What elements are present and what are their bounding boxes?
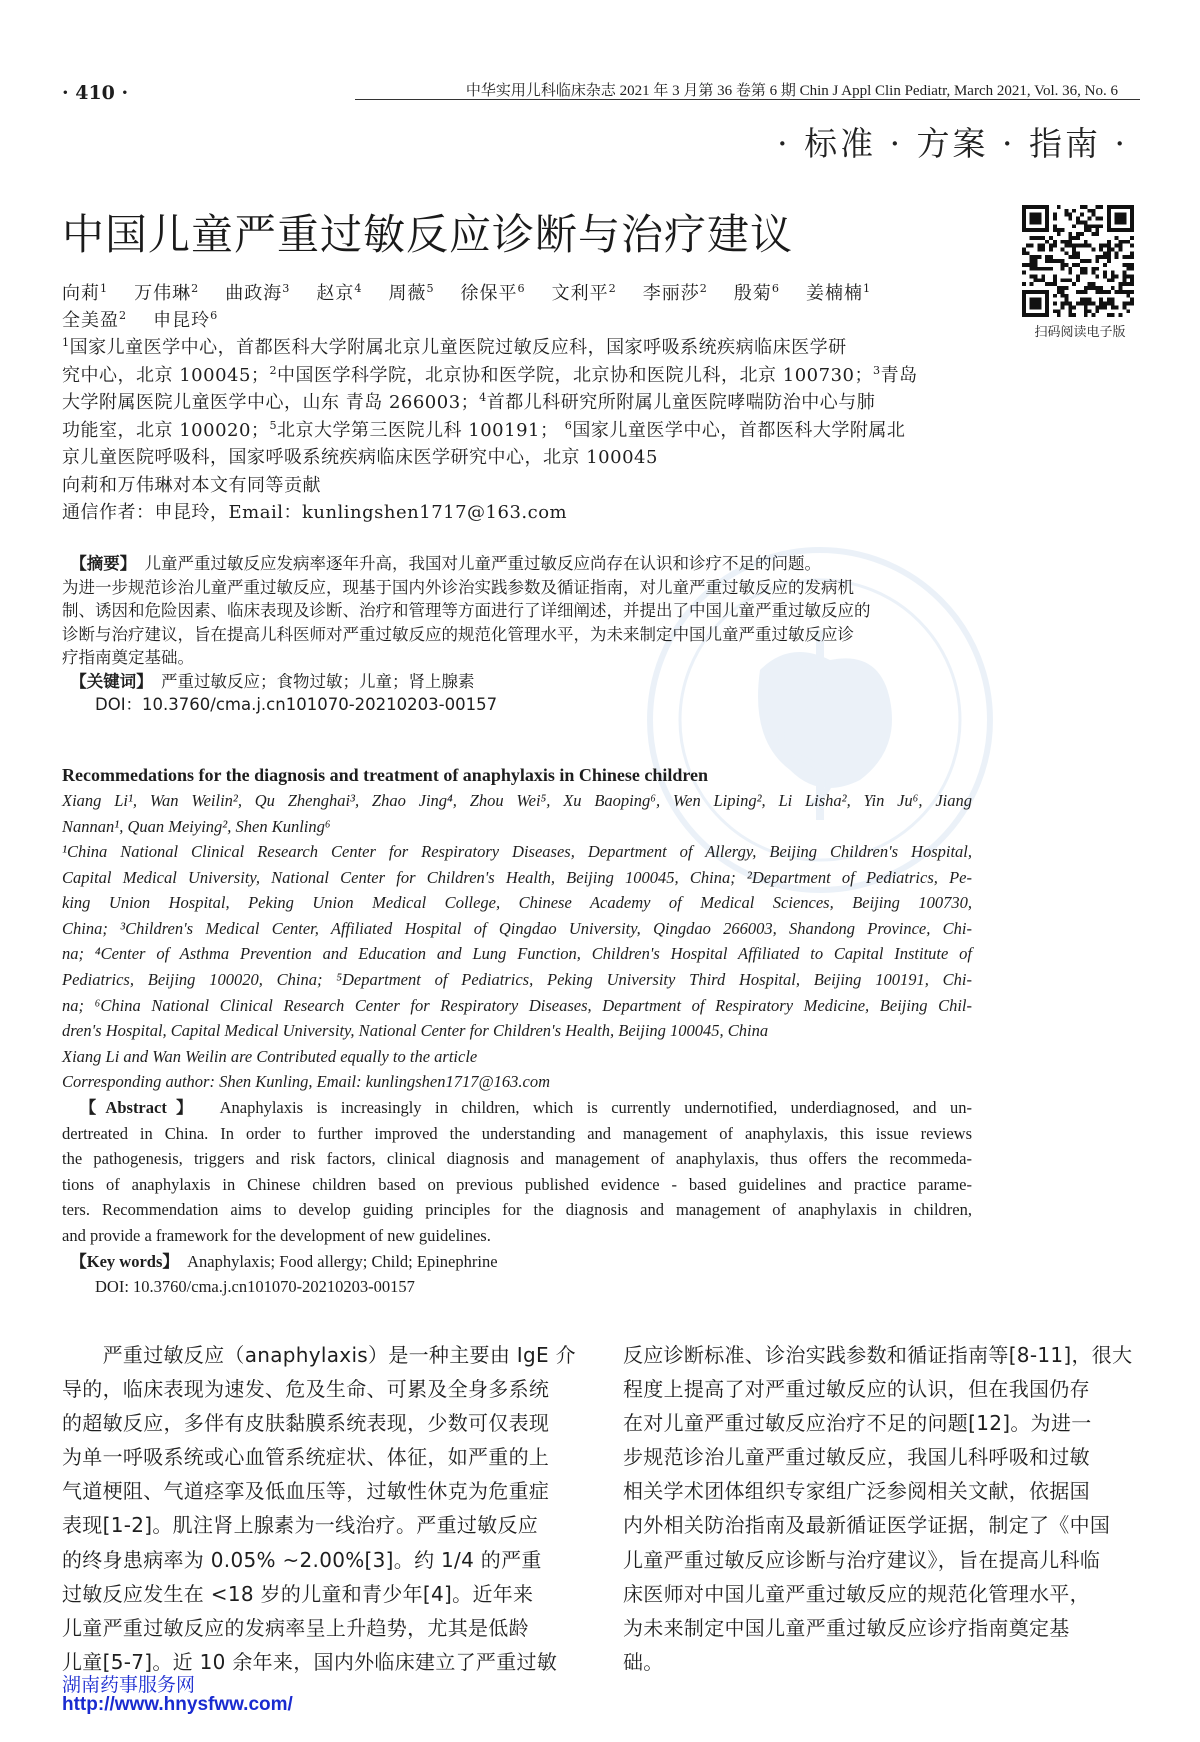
author-cn: 周薇$^5$ <box>388 282 435 304</box>
author-cn: 申昆玲$^6$ <box>153 309 219 331</box>
cn-authors-line-1 <box>62 279 897 305</box>
author-cn: 文利平$^2$ <box>551 282 617 304</box>
journal-header: 中华实用儿科临床杂志 2021 年 3 月第 36 卷第 6 期 Chin J Appl Clin Pediatr, March 2021, Vol. 36, No. 6 <box>465 83 1118 99</box>
qr-code-icon[interactable] <box>1022 205 1134 317</box>
qr-caption: 扫码阅读电子版 <box>1034 325 1126 340</box>
corresponding-author-en: Corresponding author: Shen Kunling, Email: kunlingshen1717@163.com <box>62 1072 550 1092</box>
section-tag: · 标准 · 方案 · 指南 · <box>777 124 1128 163</box>
keywords-cn: 【关键词】 严重过敏反应；食物过敏；儿童；肾上腺素 <box>78 671 475 691</box>
english-title: Recommedations for the diagnosis and treatment of anaphylaxis in Chinese children <box>62 765 709 785</box>
author-cn: 李丽莎$^2$ <box>642 282 708 304</box>
body-column-right: 反应诊断标准、诊治实践参数和循证指南等[8-11]，很大 程度上提高了对严重过敏反应的认识，但在我国仍存 在对儿童严重过敏反应治疗不足的问题[12]。为进一 步规范诊治儿童严重过敏反应，我国儿科呼吸和过敏 相关学术团体组织专家组广泛参阅相关文献，依据国 内外相关防治指南及最新循证医学证据，制定了《中国 儿童严重过敏反应诊断与治疗建议》，旨在提高儿科临 床医师对中国儿童严重过敏反应的规范化管理水平， 为未来制定中国儿童严重过敏反应诊疗指南奠定基 础。 <box>623 1343 1133 1674</box>
body-column-left: 严重过敏反应（anaphylaxis）是一种主要由 IgE 介 导的，临床表现为速发、危及生命、可累及全身多系统 的超敏反应，多伴有皮肤黏膜系统表现，少数可仅表现 为单一呼吸系统或心血管系统症状、体征，如严重的上 气道梗阻、气道痉挛及低血压等，过敏性休克为危重症 表现[1-2]。肌注肾上腺素为一线治疗。严重过敏反应 的终身患病率为 0.05% ~2.00%[3]。约 1/4 的严重 过敏反应发生在 <18 岁的儿童和青少年[4]。近年来 儿童严重过敏反应的发病率呈上升趋势，尤其是低龄 儿童[5-7]。近 10 余年来，国内外临床建立了严重过敏 <box>62 1343 576 1674</box>
header-rule <box>355 99 1140 100</box>
watermark-site-name: 湖南药事服务网 <box>62 1674 196 1696</box>
doi-en: DOI: 10.3760/cma.j.cn101070-20210203-00157 <box>95 1277 415 1297</box>
author-cn: 姜楠楠$^1$ <box>805 282 872 304</box>
keywords-en: 【Key words】 Anaphylaxis; Food allergy; Child; Epinephrine <box>78 1251 498 1271</box>
english-affiliations: ¹China National Clinical Research Center for Respiratory Diseases, Department of Allergy, Beijing Children's Hospital, Capital Medical University, National Center for Children's Health, Beijing 100045, China; ²Department of Pediatrics, Pe- king Union Hospital, Peking Union Medical College, Chinese Academy of Medical Sciences, Beijing 100730, China; ³Children's Medical Center, Affiliated Hospital of Qingdao University, Qingdao 266003, Shandong Province, Chi- na; ⁴Center of Asthma Prevention and Education and Lung Function, Children's Hospital Affiliated to Capital Institute of Pediatrics, Beijing 100020, China; ⁵Department of Pediatrics, Peking University Third Hospital, Beijing 100191, Chi- na; ⁶China National Clinical Research Center for Respiratory Diseases, Department of Respiratory Medicine, Beijing Chil- dren's Hospital, Capital Medical University, National Center for Children's Health, Beijing 100045, China Xiang Li and Wan Weilin are Contributed equally to the article Corresponding author: Shen Kunling, Email: kunlingshen1717@163.com <box>62 839 972 1095</box>
author-cn: 向莉$^1$ <box>62 282 109 304</box>
abstract-cn: 【摘要】 儿童严重过敏反应发病率逐年升高，我国对儿童严重过敏反应尚存在认识和诊疗不足的问题。 为进一步规范诊治儿童严重过敏反应，现基于国内外诊治实践参数及循证指南，对儿童严重过敏反应的发病机 制、诱因和危险因素、临床表现及诊断、治疗和管理等方面进行了详细阐述，并提出了中国儿童严重过敏反应的 诊断与治疗建议，旨在提高儿科医师对严重过敏反应的规范化管理水平，为未来制定中国儿童严重过敏反应诊 疗指南奠定基础。 【关键词】 严重过敏反应；食物过敏；儿童；肾上腺素 DOI：10.3760/cma.j.cn101070-20210203-00157 <box>62 552 972 717</box>
author-cn: 万伟琳$^2$ <box>134 282 200 304</box>
equal-contribution-en: Xiang Li and Wan Weilin are Contributed equally to the article <box>62 1046 478 1066</box>
equal-contribution-cn: 向莉和万伟琳对本文有同等贡献 <box>62 474 321 496</box>
cn-authors-line-2 <box>62 306 244 332</box>
author-cn: 赵京$^4$ <box>316 282 363 304</box>
page-number: · 410 · <box>62 82 129 104</box>
page-title: 中国儿童严重过敏反应诊断与治疗建议 <box>62 210 794 259</box>
author-cn: 殷菊$^6$ <box>733 282 780 304</box>
author-cn: 曲政海$^3$ <box>225 282 291 304</box>
author-cn: 全美盈$^2$ <box>62 309 128 331</box>
doi-cn: DOI：10.3760/cma.j.cn101070-20210203-00157 <box>95 695 498 714</box>
corresponding-author-cn: 通信作者：申昆玲，Email：kunlingshen1717@163.com <box>62 502 568 523</box>
watermark-url-link[interactable]: http://www.hnysfww.com/ <box>62 1694 293 1715</box>
abstract-en: 【Abstract】 Anaphylaxis is increasingly in children, which is currently undernotified, underdiagnosed, and un- dertreated in China. In order to further improved the understanding and management of anaphylaxis, this issue reviews the pathogenesis, triggers and risk factors, clinical diagnosis and management of anaphylaxis, thus offers the recommeda- tions of anaphylaxis in Chinese children based on previous published evidence - based guidelines and practice parame- ters. Recommendation aims to develop guiding principles for the diagnosis and management of anaphylaxis in children, and provide a framework for the development of new guidelines. 【Key words】 Anaphylaxis; Food allergy; Child; Epinephrine DOI: 10.3760/cma.j.cn101070-20210203-00157 <box>62 1095 972 1300</box>
affiliations-cn: $^1$国家儿童医学中心，首都医科大学附属北京儿童医院过敏反应科，国家呼吸系统疾病临床医学研 究中心，北京 100045；$^2$中国医学科学院，北京协和医学院，北京协和医院儿科，北京 100730；$^3$青岛 大学附属医院儿童医学中心，山东 青岛 266003；$^4$首都儿科研究所附属儿童医院哮喘防治中心与肺 功能室，北京 100020；$^5$北京大学第三医院儿科 100191； $^6$国家儿童医学中心，首都医科大学附属北 京儿童医院呼吸科，国家呼吸系统疾病临床医学研究中心，北京 100045 向莉和万伟琳对本文有同等贡献 通信作者：申昆玲，Email：kunlingshen1717@163.com <box>62 334 972 527</box>
english-authors: Xiang Li¹, Wan Weilin², Qu Zhenghai³, Zhao Jing⁴, Zhou Wei⁵, Xu Baoping⁶, Wen Liping², Li Lisha², Yin Ju⁶, Jiang Nannan¹, Quan Meiying², Shen Kunling⁶ <box>62 791 972 836</box>
author-cn: 徐保平$^6$ <box>460 282 526 304</box>
